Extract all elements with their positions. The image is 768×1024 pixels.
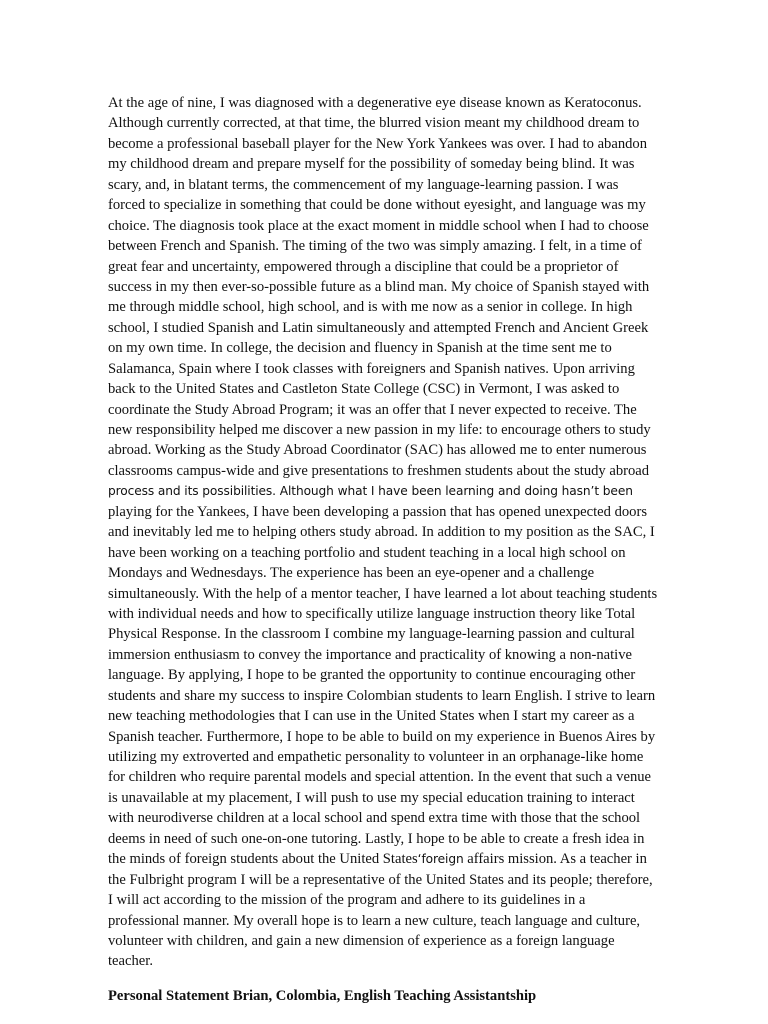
text-line: and inevitably led me to helping others study abroad. In addition to my position as the SAC, I (108, 524, 655, 541)
text-line: me through middle school, high school, and is with me now as a senior in college. In high (108, 299, 633, 316)
text-line: success in my then ever-so-possible future as a blind man. My choice of Spanish stayed with (108, 278, 650, 295)
text-line: At the age of nine, I was diagnosed with a degenerative eye disease known as Keratoconus. (108, 95, 642, 111)
text-line: with individual needs and how to specifically utilize language instruction theory like Total (108, 605, 636, 622)
text-line: Mondays and Wednesdays. The experience has been an eye-opener and a challenge (108, 565, 595, 582)
statement-body (108, 93, 688, 972)
text-line: back to the United States and Castleton State College (CSC) in Vermont, I was asked to (108, 381, 620, 398)
text-segment-alt-font: Although what I have been learning and doing hasn’t been (275, 484, 633, 499)
text-line: Spanish teacher. Furthermore, I hope to be able to build on my experience in Buenos Aires by (108, 728, 656, 745)
text-segment: the minds of foreign students about the United States (108, 851, 418, 868)
text-line: forced to specialize in something that could be done without eyesight, and language was my (108, 197, 646, 214)
text-line: scary, and, in blatant terms, the commencement of my language-learning passion. I was (108, 176, 619, 193)
text-line: new responsibility helped me discover a new passion in my life: to encourage others to study (108, 422, 651, 438)
text-line: abroad. Working as the Study Abroad Coordinator (SAC) has allowed me to enter numerous (108, 442, 647, 459)
text-line: with neurodiverse children at a local school and spend extra time with those that the school (108, 810, 641, 827)
text-line: students and share my success to inspire Colombian students to learn English. I strive to learn (108, 687, 656, 704)
text-line: classrooms campus-wide and give presentations to freshmen students about the study abroad (108, 462, 650, 479)
text-line: simultaneously. With the help of a mentor teacher, I have learned a lot about teaching students (108, 585, 658, 602)
text-line: is unavailable at my placement, I will push to use my special education training to interact (108, 789, 635, 806)
text-line-mixed-font (108, 849, 688, 869)
text-segment-alt-font: ‘foreign (417, 852, 464, 867)
text-line: school, I studied Spanish and Latin simultaneously and attempted French and Ancient Greek (108, 319, 649, 336)
text-line: have been working on a teaching portfolio and student teaching in a local high school on (108, 544, 626, 561)
text-line: coordinate the Study Abroad Program; it was an offer that I never expected to receive. The (108, 401, 637, 418)
text-line-mixed-font (108, 481, 688, 501)
text-line: immersion enthusiasm to convey the importance and practicality of knowing a non-native (108, 646, 633, 663)
text-line: for children who require parental models and special attention. In the event that such a venue (108, 769, 652, 786)
text-line: on my own time. In college, the decision and fluency in Spanish at the time sent me to (108, 340, 612, 357)
text-line: teacher. (108, 953, 153, 970)
text-line: deems in need of such one-on-one tutoring. Lastly, I hope to be able to create a fresh idea in (108, 830, 645, 847)
statement-title: Personal Statement Brian, Colombia, English Teaching Assistantship (108, 988, 537, 1004)
text-line: become a professional baseball player for the New York Yankees was over. I had to abandon (108, 135, 648, 152)
text-line: playing for the Yankees, I have been developing a passion that has opened unexpected doors (108, 503, 648, 520)
text-line: I will act according to the mission of the program and adhere to its guidelines in a (108, 892, 586, 909)
text-segment-alt-font: process and its possibilities. (108, 484, 276, 499)
text-line: Salamanca, Spain where I took classes with foreigners and Spanish natives. Upon arriving (108, 360, 635, 377)
text-line: great fear and uncertainty, empowered through a discipline that could be a proprietor of (108, 258, 619, 275)
text-line: language. By applying, I hope to be granted the opportunity to continue encouraging other (108, 667, 636, 684)
text-line: professional manner. My overall hope is to learn a new culture, teach language and culture, (108, 912, 641, 929)
text-line: choice. The diagnosis took place at the exact moment in middle school when I had to choose (108, 217, 649, 234)
text-line: utilizing my extroverted and empathetic personality to volunteer in an orphanage-like home (108, 749, 644, 765)
text-line: between French and Spanish. The timing of the two was simply amazing. I felt, in a time of (108, 238, 642, 255)
text-line: new teaching methodologies that I can use in the United States when I start my career as a (108, 708, 635, 725)
text-line: Physical Response. In the classroom I combine my language-learning passion and cultural (108, 626, 635, 643)
text-line: Although currently corrected, at that time, the blurred vision meant my childhood dream to (108, 115, 640, 132)
text-line: the Fulbright program I will be a representative of the United States and its people; therefore, (108, 871, 653, 888)
text-line: volunteer with children, and gain a new dimension of experience as a foreign language (108, 932, 615, 949)
text-line: my childhood dream and prepare myself for the possibility of someday being blind. It was (108, 156, 635, 173)
text-segment: affairs mission. As a teacher in (463, 851, 647, 868)
